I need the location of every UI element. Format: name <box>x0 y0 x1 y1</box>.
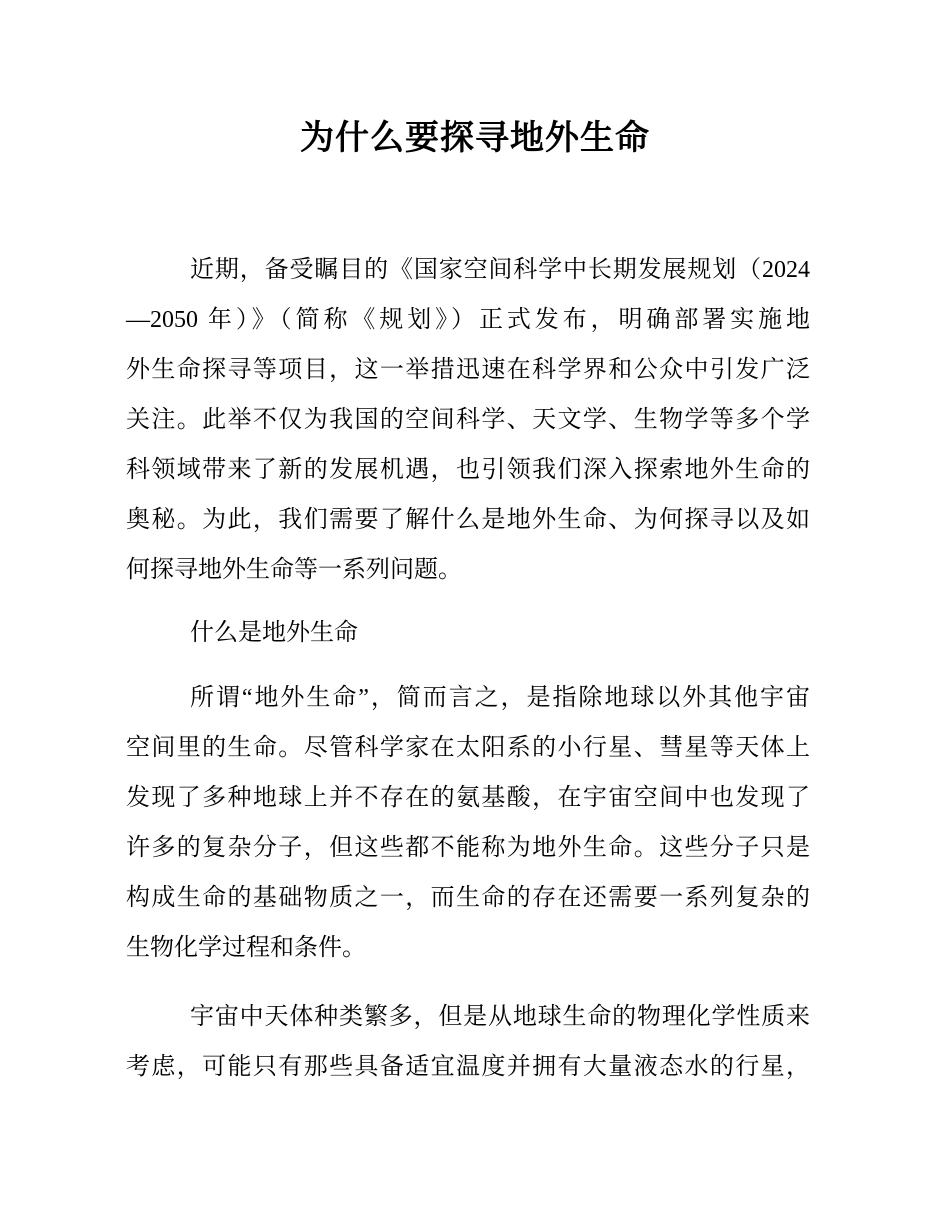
text-line: 生物化学过程和条件。 <box>126 935 366 961</box>
text-line: 考虑，可能只有那些具备适宜温度并拥有大量液态水的行星， <box>126 1054 810 1080</box>
paragraph-celestial-bodies <box>126 992 810 1092</box>
text-line: 宇宙中天体种类繁多，但是从地球生命的物理化学性质来 <box>190 1004 810 1030</box>
text-line: 奥秘。为此，我们需要了解什么是地外生命、为何探寻以及如 <box>126 507 810 533</box>
text-line: 外生命探寻等项目，这一举措迅速在科学界和公众中引发广泛 <box>126 357 810 383</box>
text-line: 构成生命的基础物质之一，而生命的存在还需要一系列复杂的 <box>126 885 810 911</box>
text-line: 所谓“地外生命”，简而言之，是指除地球以外其他宇宙 <box>190 685 810 711</box>
text-line: 科领域带来了新的发展机遇，也引领我们深入探索地外生命的 <box>126 457 810 483</box>
text-line: 关注。此举不仅为我国的空间科学、天文学、生物学等多个学 <box>126 407 810 433</box>
text-line: 什么是地外生命 <box>190 620 358 646</box>
text-line: 发现了多种地球上并不存在的氨基酸，在宇宙空间中也发现了 <box>126 785 810 811</box>
text-line: 空间里的生命。尽管科学家在太阳系的小行星、彗星等天体上 <box>126 735 810 761</box>
text-line: 近期，备受瞩目的《国家空间科学中长期发展规划（2024 <box>190 257 810 283</box>
text-column <box>126 245 810 1092</box>
section-heading-what-is <box>126 608 810 658</box>
paragraph-definition <box>126 673 810 973</box>
paragraph-intro <box>126 245 810 595</box>
text-line: 何探寻地外生命等一系列问题。 <box>126 557 462 583</box>
text-line: —2050 年）》（简称《规划》）正式发布，明确部署实施地 <box>126 307 810 333</box>
text-line: 许多的复杂分子，但这些都不能称为地外生命。这些分子只是 <box>126 835 810 861</box>
page-title: 为什么要探寻地外生命 <box>300 120 650 157</box>
